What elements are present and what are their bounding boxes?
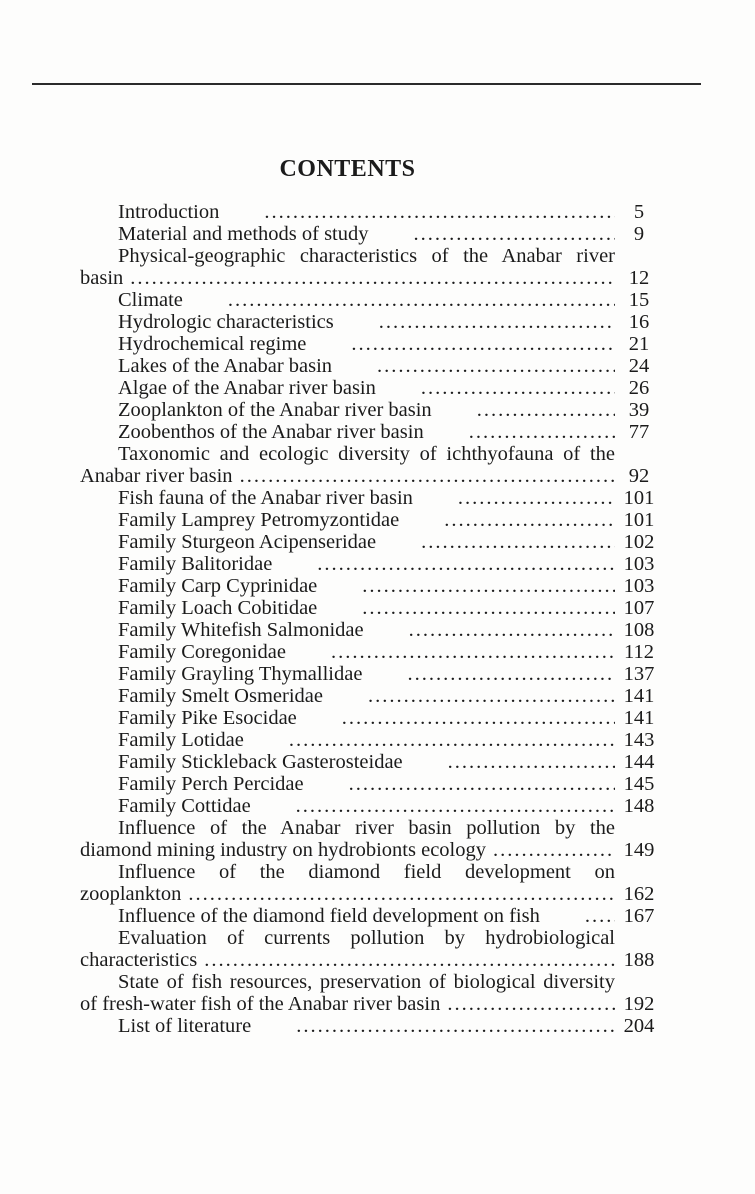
entry-page-number: 141: [623, 707, 655, 729]
entry-label: [80, 443, 615, 487]
toc-entry: [80, 355, 665, 377]
toc-entry: [80, 751, 665, 773]
entry-label: [80, 487, 615, 509]
entry-text: List of literature: [118, 1015, 252, 1037]
entry-text: Family Grayling Thymallidae: [118, 663, 363, 685]
entry-text: Family Cottidae: [118, 795, 251, 817]
entry-text: Family Perch Percidae: [118, 773, 304, 795]
toc-entry: [80, 399, 665, 421]
toc-entry: [80, 707, 665, 729]
entry-page-number: 26: [628, 377, 650, 399]
toc-entry: [80, 553, 665, 575]
entry-text: Family Stickleback Gasterosteidae: [118, 751, 403, 773]
toc-entry: [80, 663, 665, 685]
entry-page-number: 24: [628, 355, 650, 377]
entry-page-number: 15: [628, 289, 650, 311]
entry-page-number: 103: [623, 553, 655, 575]
entry-label: [80, 355, 615, 377]
entry-text-continued: diamond mining industry on hydrobionts ecology: [80, 839, 486, 861]
entry-page-number: 143: [623, 729, 655, 751]
toc-entry: [80, 905, 665, 927]
entry-text: Zoobenthos of the Anabar river basin: [118, 421, 424, 443]
entry-label: [80, 553, 615, 575]
entry-text: Family Loach Cobitidae: [118, 597, 318, 619]
entry-text-continued: zooplankton: [80, 883, 182, 905]
entry-text: Family Whitefish Salmonidae: [118, 619, 364, 641]
toc-entry: [80, 685, 665, 707]
entry-label: [80, 399, 615, 421]
entry-label: [80, 905, 615, 927]
entry-text: Zooplankton of the Anabar river basin: [118, 399, 432, 421]
toc-entry: [80, 443, 665, 487]
entry-text: Family Smelt Osmeridae: [118, 685, 323, 707]
entry-text: Influence of the diamond field development on fish: [118, 905, 540, 927]
entry-page-number: 103: [623, 575, 655, 597]
toc-entry: [80, 377, 665, 399]
entry-page-number: 148: [623, 795, 655, 817]
entry-page-number: 39: [628, 399, 650, 421]
entry-text: Family Pike Esocidae: [118, 707, 297, 729]
entry-page-number: 101: [623, 509, 655, 531]
entry-text: Hydrologic characteristics: [118, 311, 334, 333]
entry-label: [80, 509, 615, 531]
entry-label: [80, 685, 615, 707]
entry-text-continued: Anabar river basin: [80, 465, 233, 487]
entry-page-number: 92: [628, 465, 650, 487]
entry-text: Physical-geographic characteristics of the Anabar river: [118, 245, 615, 267]
toc-entry: [80, 245, 665, 289]
entry-label: [80, 421, 615, 443]
entry-page-number: 12: [628, 267, 650, 289]
entry-label: [80, 223, 615, 245]
entry-text-continued: basin: [80, 267, 124, 289]
entry-page-number: 107: [623, 597, 655, 619]
toc-entry: [80, 575, 665, 597]
entry-label: [80, 1015, 615, 1037]
entry-text: Family Sturgeon Acipenseridae: [118, 531, 377, 553]
entry-label: [80, 597, 615, 619]
horizontal-rule: [32, 83, 701, 85]
entry-text: Family Coregonidae: [118, 641, 286, 663]
entry-page-number: 112: [624, 641, 654, 663]
entry-page-number: 101: [623, 487, 655, 509]
entry-label: [80, 729, 615, 751]
toc-entry: [80, 927, 665, 971]
toc-entry: [80, 773, 665, 795]
entry-page-number: 149: [623, 839, 655, 861]
entry-text: Family Lamprey Petromyzontidae: [118, 509, 400, 531]
entry-page-number: 5: [633, 201, 645, 223]
entry-label: [80, 641, 615, 663]
toc-list: [80, 201, 665, 1037]
entry-text: Algae of the Anabar river basin: [118, 377, 376, 399]
entry-text: Family Balitoridae: [118, 553, 273, 575]
page-title: CONTENTS: [279, 156, 416, 182]
entry-page-number: 77: [628, 421, 650, 443]
entry-label: [80, 377, 615, 399]
entry-label: [80, 333, 615, 355]
entry-page-number: 16: [628, 311, 650, 333]
entry-page-number: 162: [623, 883, 655, 905]
entry-text-continued: characteristics: [80, 949, 198, 971]
entry-label: [80, 663, 615, 685]
entry-page-number: 188: [623, 949, 655, 971]
toc-entry: [80, 311, 665, 333]
entry-page-number: 102: [623, 531, 655, 553]
toc-entry: [80, 531, 665, 553]
entry-label: [80, 531, 615, 553]
entry-text: Influence of the Anabar river basin pollution by the: [118, 817, 615, 839]
entry-page-number: 9: [633, 223, 645, 245]
entry-text: Family Lotidae: [118, 729, 244, 751]
entry-page-number: 108: [623, 619, 655, 641]
toc-entry: [80, 421, 665, 443]
toc-entry: [80, 619, 665, 641]
entry-label: [80, 707, 615, 729]
toc-entry: [80, 509, 665, 531]
entry-label: [80, 245, 615, 289]
entry-label: [80, 927, 615, 971]
entry-page-number: 137: [623, 663, 655, 685]
entry-page-number: 144: [623, 751, 655, 773]
entry-text: Lakes of the Anabar basin: [118, 355, 333, 377]
entry-label: [80, 289, 615, 311]
toc-entry: [80, 223, 665, 245]
entry-text: Material and methods of study: [118, 223, 369, 245]
entry-text: Evaluation of currents pollution by hydrobiological: [118, 927, 615, 949]
entry-text: Climate: [118, 289, 183, 311]
toc-entry: [80, 289, 665, 311]
entry-page-number: 167: [623, 905, 655, 927]
entry-label: [80, 201, 615, 223]
toc-entry: [80, 817, 665, 861]
toc-entry: [80, 597, 665, 619]
entry-text-continued: of fresh-water fish of the Anabar river basin: [80, 993, 441, 1015]
entry-text: Influence of the diamond field development on: [118, 861, 615, 883]
toc-entry: [80, 861, 665, 905]
entry-page-number: 141: [623, 685, 655, 707]
entry-label: [80, 861, 615, 905]
entry-text: Taxonomic and ecologic diversity of ichthyofauna of the: [118, 443, 615, 465]
entry-text: Family Carp Cyprinidae: [118, 575, 318, 597]
toc-entry: [80, 641, 665, 663]
entry-page-number: 145: [623, 773, 655, 795]
entry-label: [80, 971, 615, 1015]
entry-label: [80, 751, 615, 773]
entry-page-number: 192: [623, 993, 655, 1015]
toc-entry: [80, 201, 665, 223]
toc-entry: [80, 795, 665, 817]
entry-text: Introduction: [118, 201, 220, 223]
entry-label: [80, 311, 615, 333]
entry-page-number: 21: [628, 333, 650, 355]
entry-label: [80, 619, 615, 641]
toc-entry: [80, 729, 665, 751]
entry-page-number: 204: [623, 1015, 655, 1037]
toc-entry: [80, 1015, 665, 1037]
entry-label: [80, 575, 615, 597]
entry-label: [80, 817, 615, 861]
entry-label: [80, 773, 615, 795]
toc-entry: [80, 971, 665, 1015]
entry-text: Fish fauna of the Anabar river basin: [118, 487, 413, 509]
toc-entry: [80, 333, 665, 355]
entry-text: Hydrochemical regime: [118, 333, 307, 355]
entry-label: [80, 795, 615, 817]
entry-text: State of fish resources, preservation of biological diversity: [118, 971, 615, 993]
toc-entry: [80, 487, 665, 509]
